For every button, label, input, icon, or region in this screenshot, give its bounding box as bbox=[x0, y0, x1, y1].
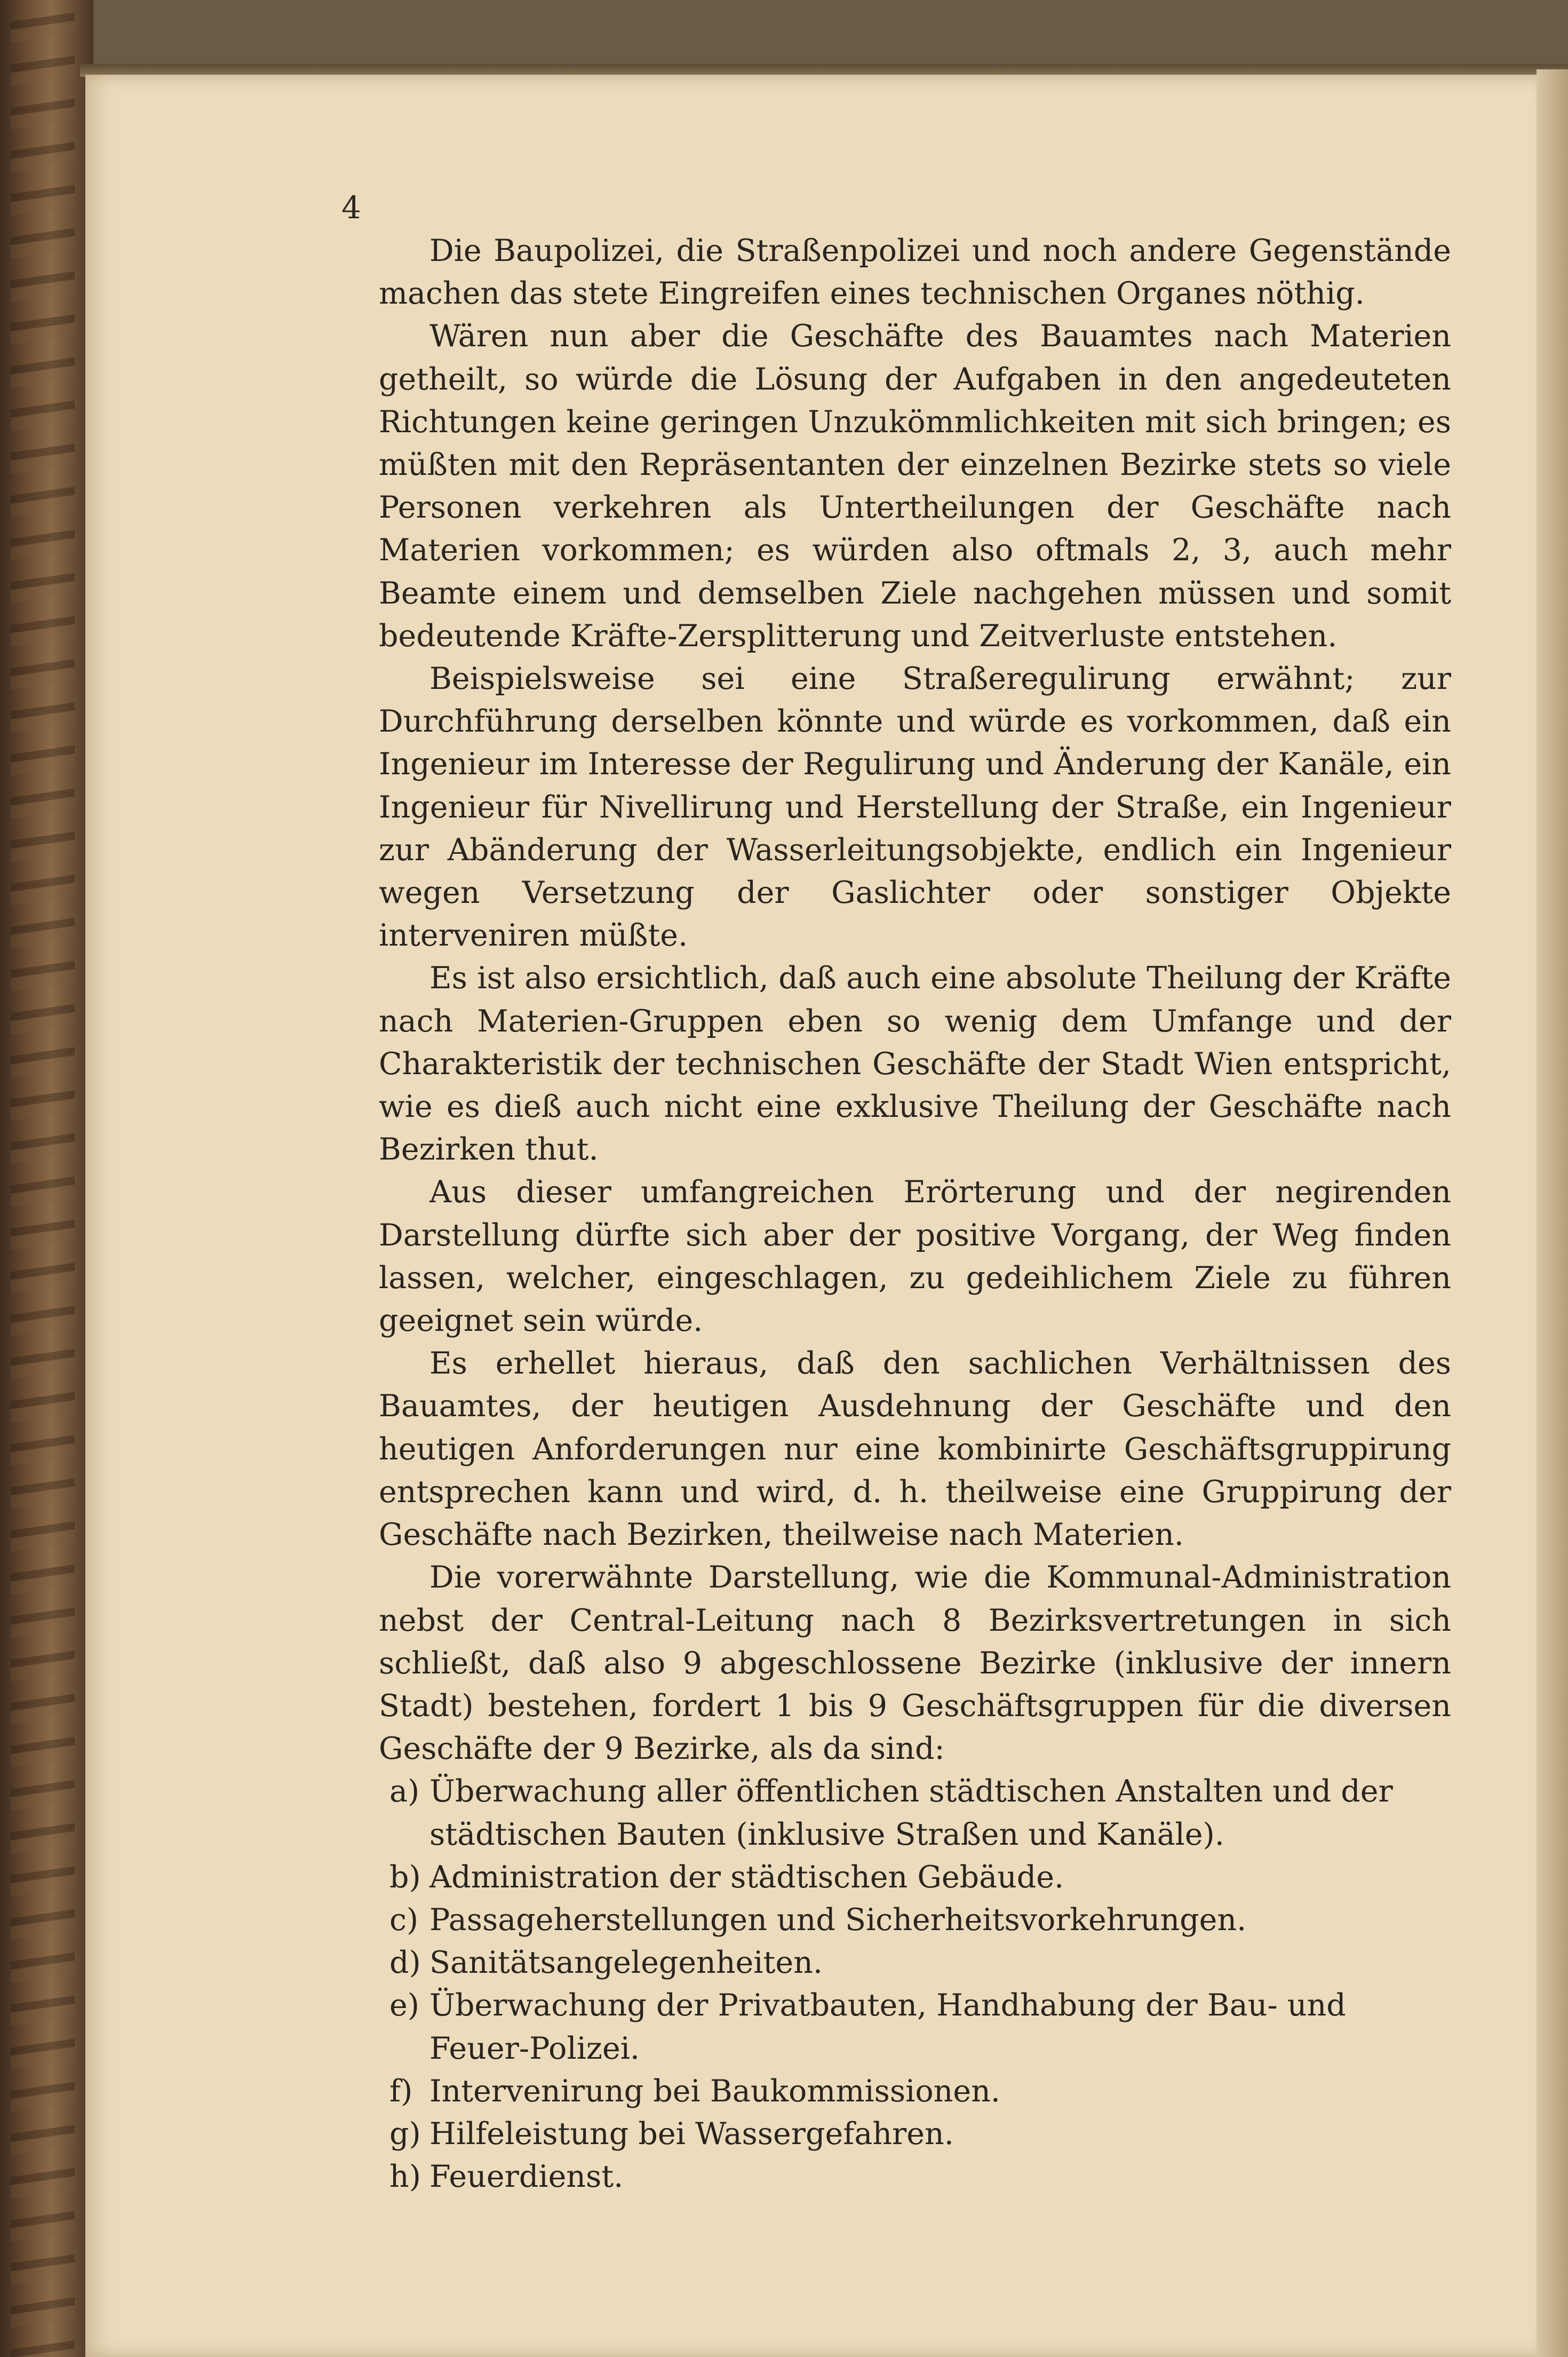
list-marker: b) bbox=[389, 1859, 421, 1895]
list-marker: f) bbox=[389, 2073, 413, 2109]
list-item-text: Feuerdienst. bbox=[429, 2159, 624, 2195]
list-item-text: Hilfeleistung bei Wassergefahren. bbox=[429, 2116, 954, 2152]
book-binding bbox=[0, 0, 93, 2357]
next-page-edge bbox=[1537, 69, 1568, 2357]
paragraph: Beispielsweise sei eine Straßeregulirung erwähnt; zur Durchführung derselben könnte und würde es vorkommen, daß ein Ingenieur im Interesse der Regulirung und Änderung der Kanäle, ein Ingenieur für Nivellirung und Herstellung der Straße, ein Ingenieur zur Abänderung der Wasserleitungsobjekte, endlich ein Ingenieur wegen Versetzung der Gaslichter oder sonstiger Objekte interveniren müßte. bbox=[379, 661, 1451, 954]
paragraph: Aus dieser umfangreichen Erörterung und der negirenden Darstellung dürfte sich aber der positive Vorgang, der Weg finden lassen, welcher, eingeschlagen, zu gedeihlichem Ziele zu führen geeignet sein würde. bbox=[379, 1174, 1451, 1339]
list-item bbox=[379, 1941, 1451, 1984]
paragraph: Wären nun aber die Geschäfte des Bauamtes nach Materien getheilt, so würde die Lösung der Aufgaben in den angedeuteten Richtungen keine geringen Unzukömmlichkeiten mit sich bringen; es müßten mit den Repräsentanten der einzelnen Bezirke stets so viele Personen verkehren als Untertheilungen der Geschäfte nach Materien vorkommen; es würden also oftmals 2, 3, auch mehr Beamte einem und demselben Ziele nachgehen müssen und somit bedeutende Kräfte-Zersplitterung und Zeitverluste entstehen. bbox=[379, 319, 1451, 654]
list-item bbox=[379, 1984, 1451, 2069]
list-marker: e) bbox=[389, 1988, 419, 2023]
paragraph: Es ist also ersichtlich, daß auch eine absolute Theilung der Kräfte nach Materien-Gruppen eben so wenig dem Umfange und der Charakteristik der technischen Geschäfte der Stadt Wien entspricht, wie es dieß auch nicht eine exklusive Theilung der Geschäfte nach Bezirken thut. bbox=[379, 961, 1451, 1168]
paragraph: Es erhellet hieraus, daß den sachlichen Verhältnissen des Bauamtes, der heutigen Ausdehnung der Geschäfte und den heutigen Anforderungen nur eine kombinirte Geschäftsgruppirung entsprechen kann und wird, d. h. theilweise eine Gruppirung der Geschäfte nach Bezirken, theilweise nach Materien. bbox=[379, 1346, 1451, 1553]
list-item-text: Administration der städtischen Gebäude. bbox=[429, 1859, 1064, 1895]
list-item-text: Passageherstellungen und Sicherheitsvorkehrungen. bbox=[429, 1902, 1247, 1938]
list-item bbox=[379, 2070, 1451, 2113]
list-item-text: Intervenirung bei Baukommissionen. bbox=[429, 2073, 1000, 2109]
list-item bbox=[379, 1899, 1451, 1941]
list-item-text: Sanitätsangelegenheiten. bbox=[429, 1945, 823, 1981]
list-item bbox=[379, 1856, 1451, 1899]
list-marker: c) bbox=[389, 1902, 419, 1938]
list-item-text: Überwachung aller öffentlichen städtischen Anstalten und der städtischen Bauten (inklusive Straßen und Kanäle). bbox=[429, 1774, 1393, 1852]
task-list bbox=[379, 1770, 1451, 2198]
page-number: 4 bbox=[341, 189, 361, 226]
paragraph: Die vorerwähnte Darstellung, wie die Kommunal-Administration nebst der Central-Leitung nach 8 Bezirksvertretungen in sich schließt, daß also 9 abgeschlossene Bezirke (inklusive der innern Stadt) bestehen, fordert 1 bis 9 Geschäftsgruppen für die diversen Geschäfte der 9 Bezirke, als da sind: bbox=[379, 1560, 1451, 1767]
list-item bbox=[379, 2113, 1451, 2155]
list-item bbox=[379, 2155, 1451, 2198]
list-marker: g) bbox=[389, 2116, 421, 2152]
list-marker: d) bbox=[389, 1945, 421, 1981]
list-marker: h) bbox=[389, 2159, 421, 2195]
paragraph: Die Baupolizei, die Straßenpolizei und noch andere Gegenstände machen das stete Eingreifen eines technischen Organes nöthig. bbox=[379, 233, 1451, 312]
list-item-text: Überwachung der Privatbauten, Handhabung der Bau- und Feuer-Polizei. bbox=[429, 1988, 1346, 2066]
list-item bbox=[379, 1770, 1451, 1855]
list-marker: a) bbox=[389, 1774, 420, 1810]
body-text bbox=[379, 229, 1451, 2198]
